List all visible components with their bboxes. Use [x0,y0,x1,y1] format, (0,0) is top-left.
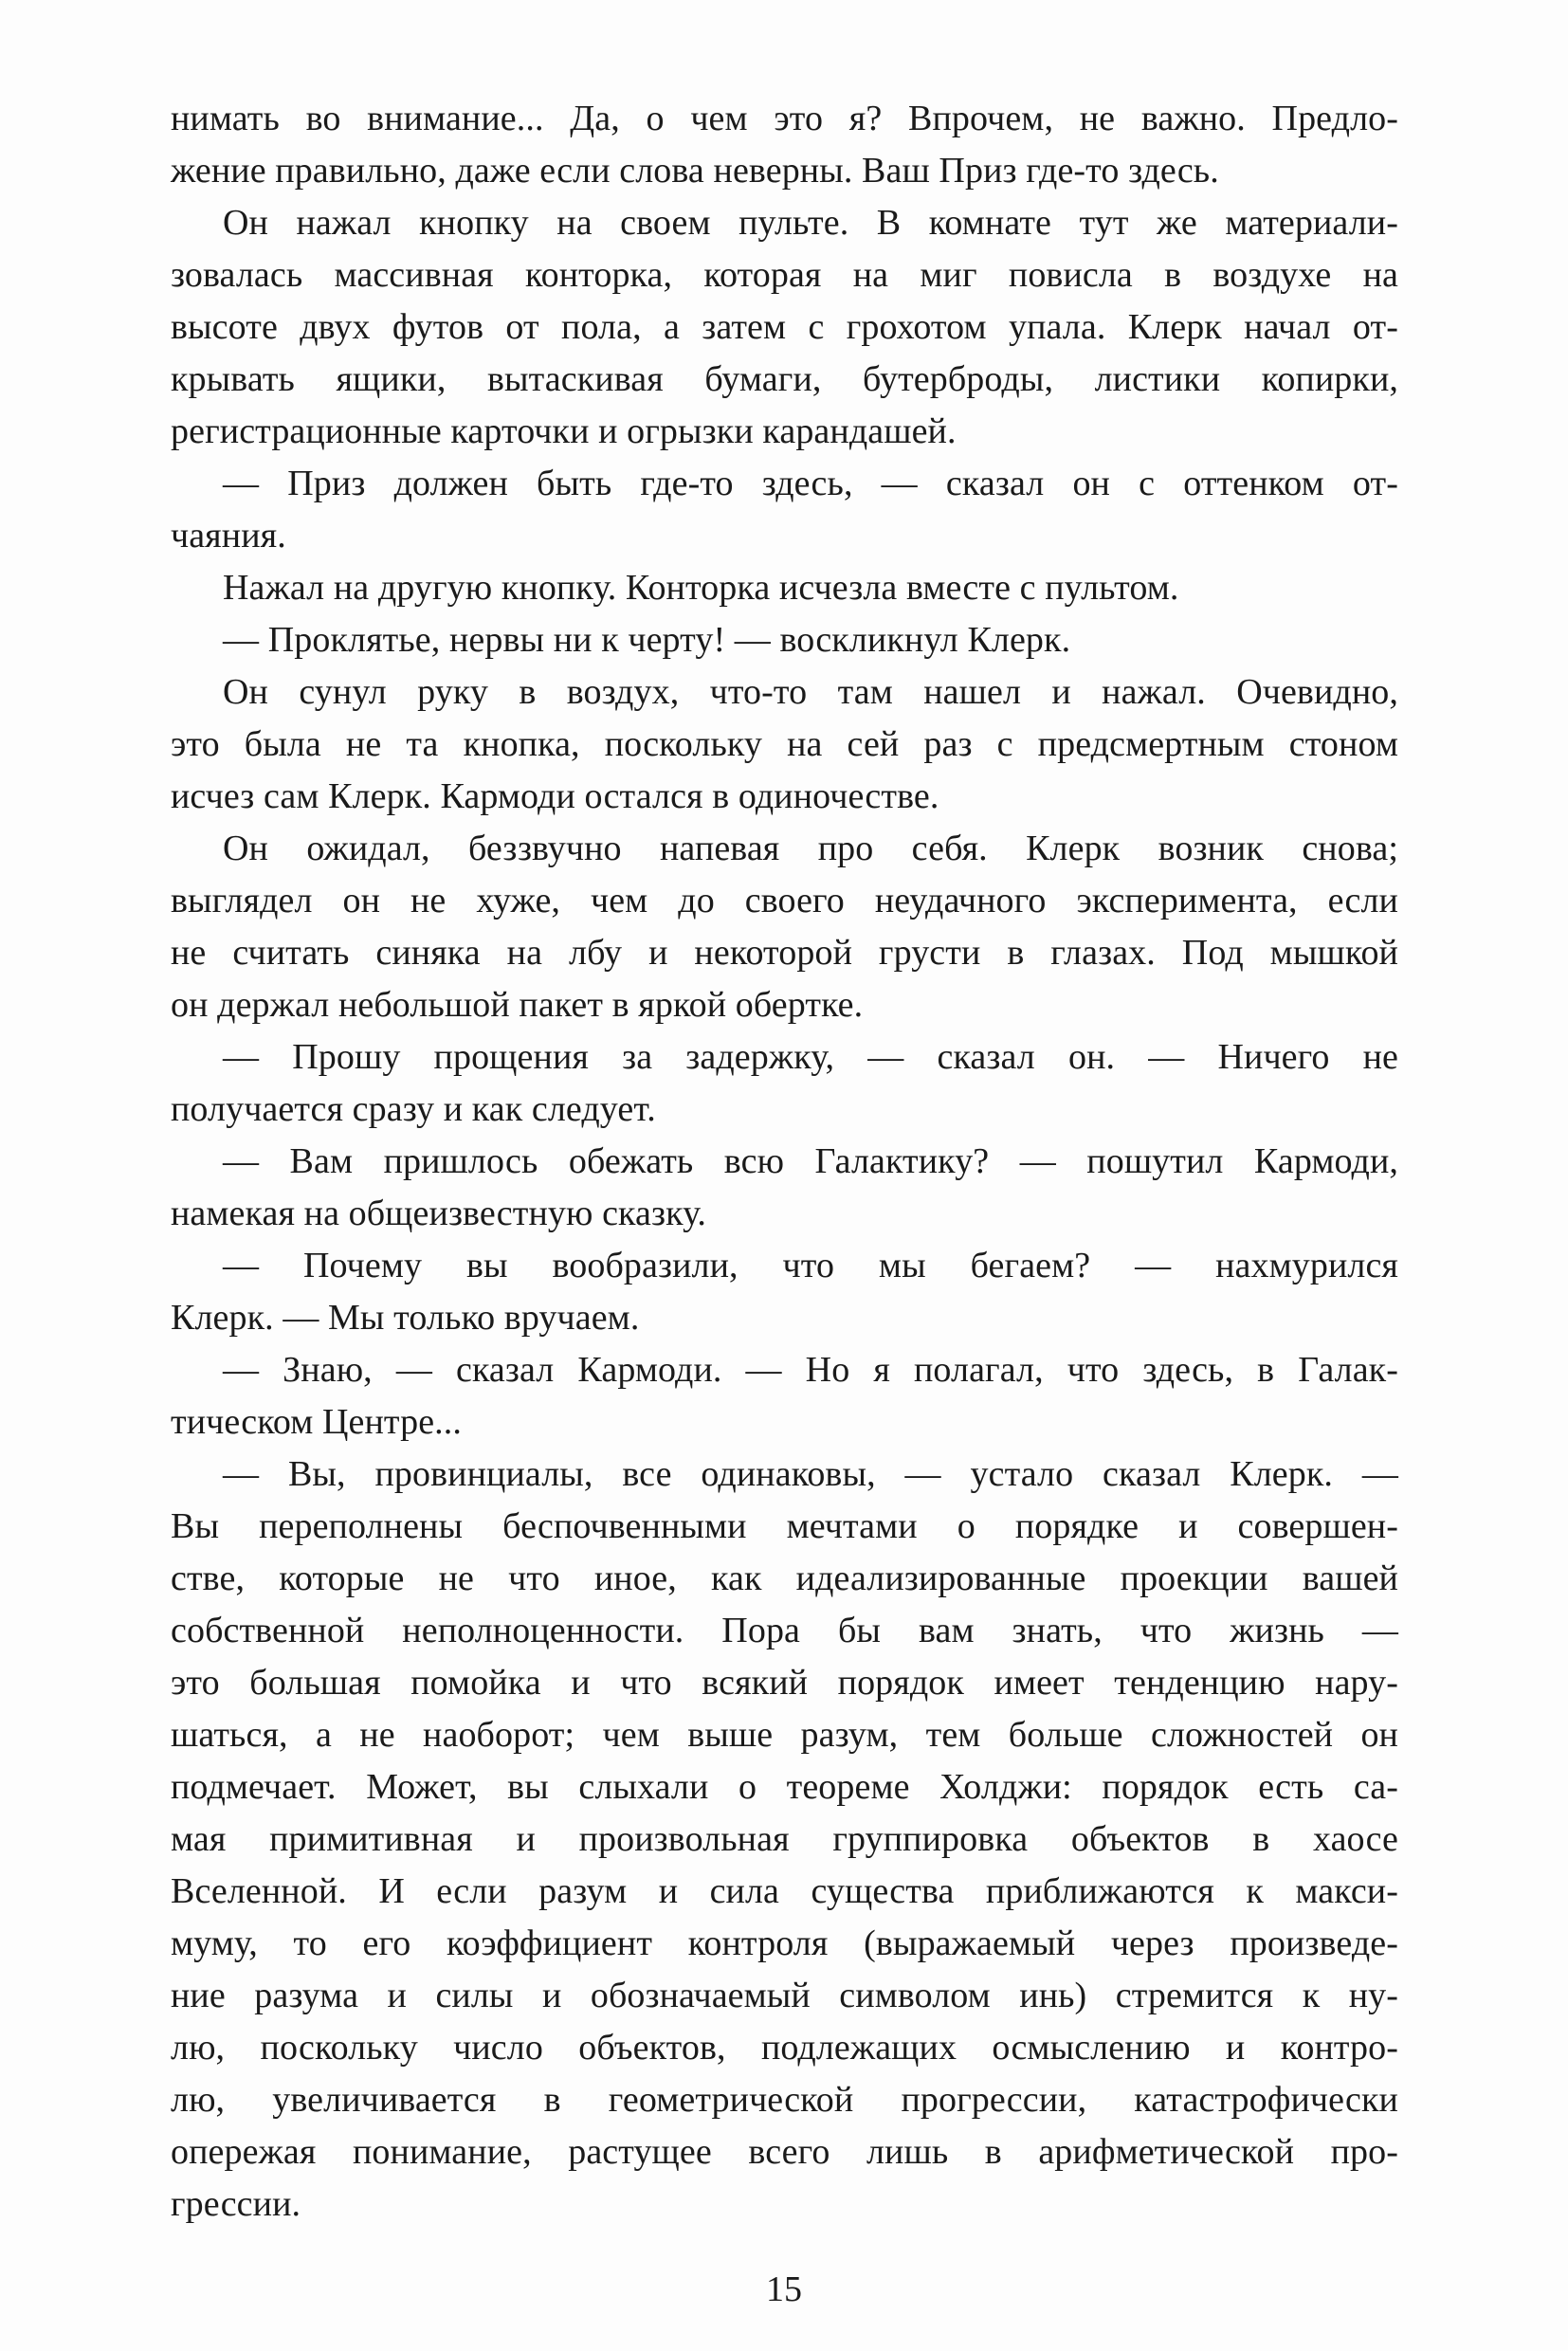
text-line: намекая на общеизвестную сказку. [171,1194,707,1233]
text-line: опережая понимание, растущее всего лишь в арифметической про- [171,2132,1398,2172]
text-line: стве, которые не что иное, как идеализированные проекции вашей [171,1558,1398,1598]
text-line: ние разума и силы и обозначаемый символом инь) стремится к ну- [171,1976,1398,2015]
text-line: жение правильно, даже если слова неверны. Ваш Приз где-то здесь. [171,151,1219,191]
text-line: лю, поскольку число объектов, подлежащих осмыслению и контро- [171,2028,1398,2068]
text-line: — Знаю, — сказал Кармоди. — Но я полагал, что здесь, в Галак- [223,1350,1398,1390]
text-line: Вселенной. И если разум и сила существа приближаются к макси- [171,1871,1398,1911]
text-line: это большая помойка и что всякий порядок имеет тенденцию нару- [171,1663,1398,1703]
text-line: зовалась массивная конторка, которая на миг повисла в воздухе на [171,255,1398,295]
text-line: крывать ящики, вытаскивая бумаги, бутерброды, листики копирки, [171,359,1398,399]
text-line: выглядел он не хуже, чем до своего неудачного эксперимента, если [171,881,1398,920]
text-line: тическом Центре... [171,1402,462,1442]
text-line: — Проклятье, нервы ни к черту! — воскликнул Клерк. [223,620,1071,660]
text-line: — Приз должен быть где-то здесь, — сказал он с оттенком от- [223,464,1398,503]
text-line: собственной неполноценности. Пора бы вам знать, что жизнь — [171,1611,1398,1650]
text-line: чаяния. [171,516,286,556]
text-line: — Вы, провинциалы, все одинаковы, — устало сказал Клерк. — [223,1454,1398,1494]
text-line: Он сунул руку в воздух, что-то там нашел и нажал. Очевидно, [223,672,1398,712]
page-number: 15 [766,2269,802,2309]
text-line: не считать синяка на лбу и некоторой грусти в глазах. Под мышкой [171,933,1398,973]
text-line: он держал небольшой пакет в яркой обертке. [171,985,864,1025]
text-line: — Прошу прощения за задержку, — сказал он. — Ничего не [223,1037,1398,1077]
text-line: Клерк. — Мы только вручаем. [171,1298,640,1338]
text-line: высоте двух футов от пола, а затем с грохотом упала. Клерк начал от- [171,307,1398,347]
text-line: — Почему вы вообразили, что мы бегаем? — нахмурился [223,1246,1398,1285]
text-line: мая примитивная и произвольная группировка объектов в хаосе [171,1819,1398,1859]
text-line: исчез сам Клерк. Кармоди остался в одиночестве. [171,776,939,816]
text-line: регистрационные карточки и огрызки карандашей. [171,411,957,451]
text-line: — Вам пришлось обежать всю Галактику? — пошутил Кармоди, [223,1141,1398,1181]
text-line: Нажал на другую кнопку. Конторка исчезла вместе с пультом. [223,568,1179,608]
text-line: муму, то его коэффициент контроля (выражаемый через произведе- [171,1923,1398,1963]
text-line: Он нажал кнопку на своем пульте. В комнате тут же материали- [223,203,1398,243]
text-line: нимать во внимание... Да, о чем это я? Впрочем, не важно. Предло- [171,99,1398,138]
text-line: Он ожидал, беззвучно напевая про себя. Клерк возник снова; [223,829,1398,868]
text-line: грессии. [171,2184,301,2224]
text-line: подмечает. Может, вы слыхали о теореме Холджи: порядок есть са- [171,1767,1398,1807]
text-line: лю, увеличивается в геометрической прогрессии, катастрофически [171,2080,1398,2120]
text-line: Вы переполнены беспочвенными мечтами о порядке и совершен- [171,1506,1398,1546]
text-line: это была не та кнопка, поскольку на сей раз с предсмертным стоном [171,724,1398,764]
text-line: получается сразу и как следует. [171,1089,656,1129]
text-line: шаться, а не наоборот; чем выше разум, тем больше сложностей он [171,1715,1398,1755]
